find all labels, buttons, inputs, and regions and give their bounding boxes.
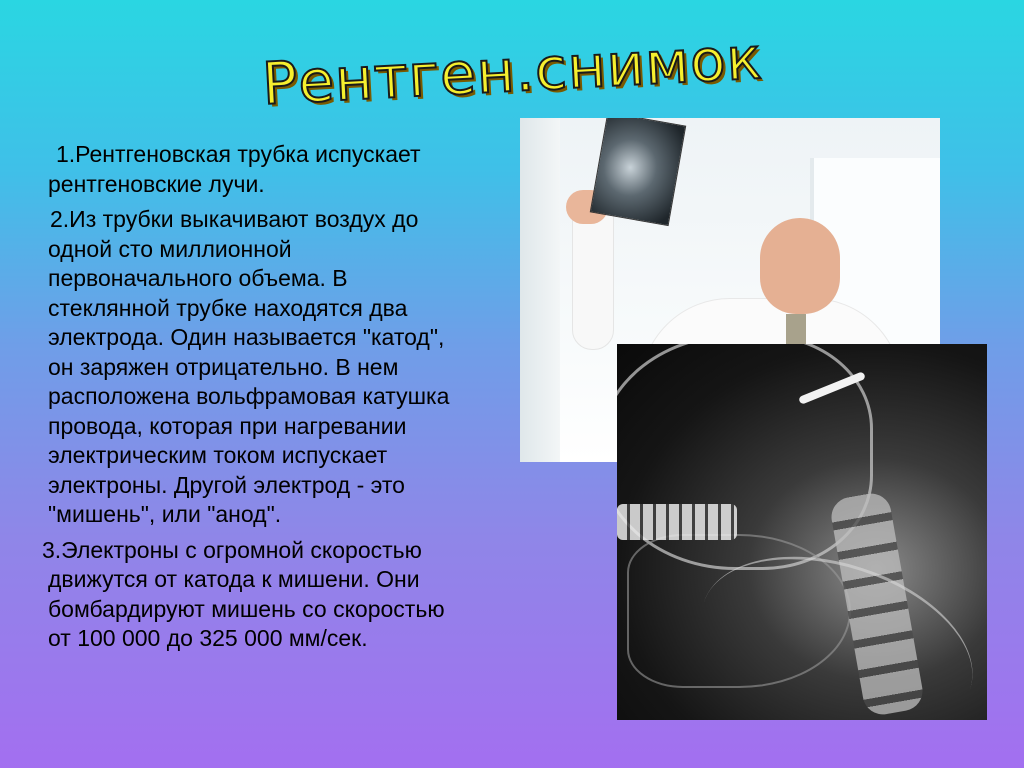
paragraph-line: рентгеновские лучи. [48, 170, 265, 197]
paragraph-line: от 100 000 до 325 000 мм/сек. [48, 625, 368, 651]
paragraph-line: бомбардируют мишень со скоростью [48, 595, 445, 622]
paragraph-line: движутся от катода к мишени. Они [48, 566, 420, 592]
body-text [42, 140, 538, 654]
paragraph-2 [48, 205, 538, 530]
paragraph-line: одной сто миллионной [48, 235, 292, 262]
photo-wall [520, 118, 560, 462]
paragraph-line: он заряжен отрицательно. В нем [48, 353, 399, 380]
paragraph-line: первоначального объема. В [48, 265, 348, 291]
paragraph-line: электрода. Один называется "катод", [48, 324, 445, 350]
paragraph-line: провода, которая при нагревании [48, 412, 407, 439]
paragraph-line: электрическим током испускает [48, 442, 388, 468]
paragraph-line: стеклянной трубке находятся два [48, 294, 408, 321]
paragraph-line: расположена вольфрамовая катушка [48, 383, 450, 409]
doctor-tie [786, 314, 806, 344]
xray-film-in-hand [590, 118, 686, 226]
slide-title: Рентген.снимок [260, 23, 765, 119]
paragraph-line: 1.Рентгеновская трубка испускает [56, 141, 421, 167]
paragraph-3 [42, 536, 538, 654]
doctor-head [760, 218, 840, 314]
xray-teeth [617, 504, 737, 540]
paragraph-line: электроны. Другой электрод - это [48, 471, 405, 498]
neck-xray-image [617, 344, 987, 720]
paragraph-1 [48, 140, 538, 199]
paragraph-line: 2.Из трубки выкачивают воздух до [50, 206, 419, 232]
paragraph-line: "мишень", или "анод". [48, 501, 282, 527]
paragraph-line: 3.Электроны с огромной скоростью [42, 536, 422, 563]
